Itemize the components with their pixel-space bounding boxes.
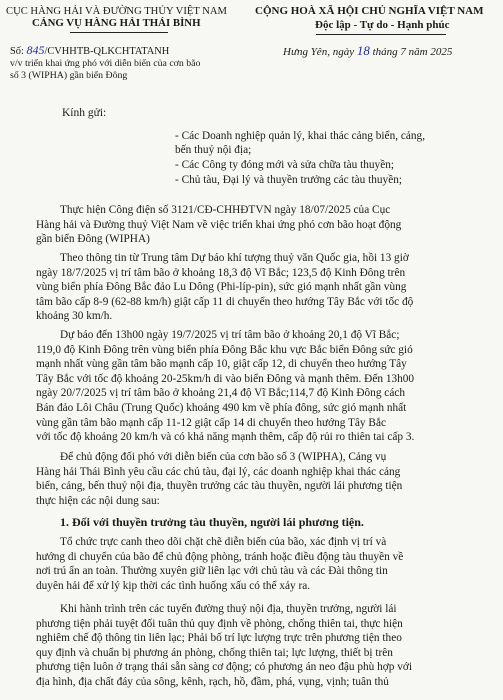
paragraph-line: Tây Bắc với tốc độ khoảng 20-25km/h di vào biển Đông và mạnh thêm. Đến 13h00 bbox=[36, 372, 415, 385]
paragraph-4 bbox=[36, 450, 480, 508]
section-1-heading: 1. Đối với thuyền trưởng tàu thuyền, người lái phương tiện. bbox=[60, 515, 364, 529]
agency-name: CẢNG VỤ HÀNG HẢI THÁI BÌNH bbox=[32, 17, 201, 29]
paragraph-line: Bán đảo Lôi Châu (Trung Quốc) khoảng 490 km về phía đông, sức gió mạnh nhất bbox=[36, 401, 407, 414]
recipient-item: - Các Doanh nghiệp quản lý, khai thác cảng biển, cảng, bbox=[175, 130, 426, 142]
subject-line-2: số 3 (WIPHA) gần biển Đông bbox=[10, 70, 128, 81]
paragraph-line: 119,0 độ Kinh Đông trên vùng biển phía Đông Bắc khu vực Bắc biển Đông sức gió bbox=[36, 343, 413, 356]
paragraph-line: mạnh nhất vùng gần tâm bão mạnh cấp 10, giật cấp 12, di chuyển theo hướng Tây bbox=[36, 358, 407, 371]
paragraph-line: Dự báo đến 13h00 ngày 19/7/2025 vị trí tâm bão ở khoảng 20,1 độ Vĩ Bắc; bbox=[60, 329, 400, 341]
paragraph-line: vùng biển phía Đông Bắc đảo Lu Dông (Phi-líp-pin), sức gió mạnh nhất gần vùng bbox=[36, 281, 407, 294]
recipient-item: - Các Công ty đóng mới và sửa chữa tàu thuyền; bbox=[175, 159, 395, 171]
paragraph-5 bbox=[36, 535, 480, 593]
paragraph-line: ngày 20/7/2025 vị trí tâm bão ở khoảng 21,4 độ Vĩ Bắc;114,7 độ Kinh Đông cách bbox=[36, 387, 405, 400]
paragraph-line: với tốc độ khoảng 20 km/h và có khả năng mạnh thêm, cấp độ rủi ro thiên tai cấp 3. bbox=[36, 431, 415, 444]
motto-underline bbox=[316, 34, 446, 35]
doc-no-prefix: Số: bbox=[10, 46, 24, 57]
nation-motto: Độc lập - Tự do - Hạnh phúc bbox=[315, 19, 450, 31]
date-place bbox=[283, 44, 452, 59]
recipient-item: - Chủ tàu, Đại lý và thuyền trưởng các tàu thuyền; bbox=[175, 174, 402, 186]
paragraph-line: nghiêm chế độ thông tin liên lạc; Phải bố trí lực lượng trực trên phương tiện theo bbox=[36, 632, 402, 645]
paragraph-1 bbox=[36, 203, 480, 247]
nation-title: CỘNG HOÀ XÃ HỘI CHỦ NGHĨA VIỆT NAM bbox=[255, 5, 484, 17]
paragraph-line: khoảng 30 km/h. bbox=[36, 310, 113, 323]
paragraph-line: Tổ chức trực canh theo dõi chặt chẽ diễn biến của bão, xác định vị trí và bbox=[60, 536, 387, 548]
subject-line-1: v/v triển khai ứng phó với diễn biến của cơn bão bbox=[10, 58, 201, 69]
paragraph-line: biển, cảng, bến thuỷ nội địa, thuyền trưởng các tàu thuyền, người lái phương tiện bbox=[36, 480, 403, 493]
recipient-item: bến thuỷ nội địa; bbox=[175, 144, 252, 156]
paragraph-6 bbox=[36, 602, 480, 690]
paragraph-line: phương tiện phải tuyệt đối tuân thủ quy định về phòng, chống thiên tai, thực hiện bbox=[36, 617, 403, 630]
paragraph-line: nơi trú ẩn an toàn. Thường xuyên giữ liên lạc với chủ tàu và các Đài thông tin bbox=[36, 565, 388, 578]
paragraph-3 bbox=[36, 328, 480, 445]
date-rest: tháng 7 năm 2025 bbox=[372, 46, 453, 58]
paragraph-line: phương tiện luôn ở trạng thái sẵn sàng cơ động; có phương án neo đậu phù hợp với bbox=[36, 661, 412, 674]
paragraph-line: Để chủ động đối phó với diễn biến của cơn bão số 3 (WIPHA), Cảng vụ bbox=[60, 451, 387, 463]
paragraph-line: duyên hải để xử lý kịp thời các tình huống xấu có thể xảy ra. bbox=[36, 579, 311, 592]
paragraph-line: tâm bão cấp 8-9 (62-88 km/h) giật cấp 11 di chuyển theo hướng Tây Bắc với tốc độ bbox=[36, 295, 414, 308]
doc-no-suffix: /CVHHTB-QLKCHTATANH bbox=[44, 46, 170, 57]
paragraph-line: Khi hành trình trên các tuyến đường thuỷ nội địa, thuyền trưởng, người lái bbox=[60, 603, 397, 615]
recipients-heading: Kính gửi: bbox=[62, 107, 107, 119]
paragraph-2 bbox=[36, 251, 480, 324]
paragraph-line: Hàng hải và Đường thuỷ Việt Nam về việc triển khai ứng phó cơn bão hoạt động bbox=[36, 218, 402, 231]
doc-no-handwritten: 845 bbox=[26, 43, 45, 57]
paragraph-line: Thực hiện Công điện số 3121/CĐ-CHHĐTVN ngày 18/07/2025 của Cục bbox=[60, 204, 391, 216]
paragraph-line: ngày 18/7/2025 vị trí tâm bão ở khoảng 18,3 độ Vĩ Bắc; 123,5 độ Kinh Đông trên bbox=[36, 266, 406, 279]
paragraph-line: Hàng hải Thái Bình yêu cầu các chủ tàu, đại lý, các doanh nghiệp khai thác cảng bbox=[36, 465, 401, 478]
paragraph-line: địa hình, địa chất đáy của sông, kênh, rạch, hồ, đầm, phá, vụng, vịnh; tuân thủ bbox=[36, 675, 389, 688]
date-day-handwritten: 18 bbox=[356, 43, 370, 58]
agency-underline bbox=[70, 32, 168, 33]
document-number bbox=[10, 44, 169, 58]
paragraph-line: vùng gần tâm bão mạnh cấp 11-12 giật cấp 14 di chuyển theo hướng Tây Bắc bbox=[36, 416, 386, 429]
paragraph-line: gần biển Đông (WIPHA) bbox=[36, 233, 150, 246]
paragraph-line: thực hiện các nội dung sau: bbox=[36, 494, 160, 507]
paragraph-line: quy định và chuẩn bị phương án phòng, chống thiên tai; lực lượng, thiết bị trên bbox=[36, 646, 393, 659]
agency-parent: CỤC HÀNG HẢI VÀ ĐƯỜNG THỦY VIỆT NAM bbox=[6, 6, 227, 17]
date-place-text: Hưng Yên, ngày bbox=[283, 46, 355, 58]
paragraph-line: hướng di chuyển của bão để chủ động phòng, tránh hoặc điều động tàu thuyền về bbox=[36, 550, 404, 563]
paragraph-line: Theo thông tin từ Trung tâm Dự báo khí tượng thuỷ văn Quốc gia, hồi 13 giờ bbox=[60, 252, 409, 264]
